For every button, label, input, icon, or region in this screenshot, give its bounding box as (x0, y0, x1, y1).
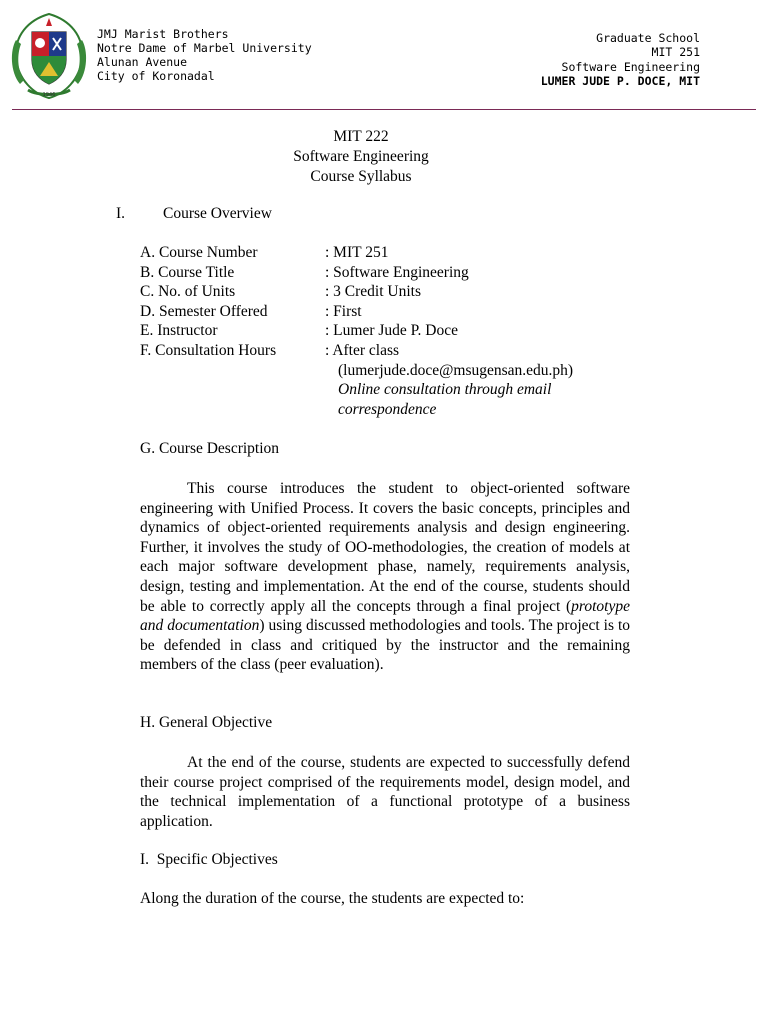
header-right-line: Graduate School (596, 31, 700, 45)
item-value: : 3 Credit Units (325, 283, 422, 301)
item-value: : Lumer Jude P. Doce (325, 322, 459, 340)
header-left-line: Notre Dame of Marbel University (97, 41, 312, 55)
list-item (140, 243, 625, 263)
item-key: D. Semester Offered (140, 302, 268, 320)
list-item (140, 341, 625, 361)
item-value: : After class (325, 341, 400, 359)
header-left-line: JMJ Marist Brothers (97, 27, 229, 41)
item-key: A. Course Number (140, 244, 258, 261)
item-value: : Software Engineering (325, 263, 469, 281)
title-document-type: Course Syllabus (310, 168, 412, 185)
document-title (0, 127, 722, 187)
university-seal-logo (8, 10, 90, 102)
header-instructor-name: LUMER JUDE P. DOCE, MIT (540, 73, 700, 88)
seal-year: 1946 (42, 92, 56, 98)
item-key: F. Consultation Hours (140, 341, 277, 359)
section-title: Course Overview (163, 205, 272, 222)
course-overview-list (140, 243, 625, 419)
title-course-code: MIT 222 (333, 128, 389, 145)
list-item (140, 302, 625, 322)
description-part: ) using discussed methodologies and tools. The project is to be defended in class and critiqued by the instructor and the remaining members of the class (peer evaluation). (140, 617, 630, 674)
title-course-name: Software Engineering (293, 148, 429, 165)
consultation-online-note-cont: correspondence (338, 400, 437, 418)
item-key: E. Instructor (140, 322, 218, 340)
list-item (140, 282, 625, 302)
description-italic: prototype and documentation (140, 597, 630, 635)
course-description-text (140, 479, 630, 675)
general-objective-body: At the end of the course, students are expected to successfully defend their course project comprised of the requirements model, design model, and the technical implementation of a functional prototype of a business application. (140, 754, 630, 830)
item-value: : MIT 251 (325, 244, 389, 261)
course-description-heading: G. Course Description (140, 440, 280, 457)
list-item (140, 321, 625, 341)
general-objective-text (140, 753, 630, 831)
item-key: C. No. of Units (140, 283, 236, 301)
list-item (140, 263, 625, 283)
item-key: B. Course Title (140, 263, 235, 281)
header-left-line: Alunan Avenue (97, 55, 188, 69)
general-objective-heading: H. General Objective (140, 714, 273, 731)
specific-objectives-intro: Along the duration of the course, the students are expected to: (140, 890, 525, 907)
section-number: I. (116, 205, 126, 222)
header-left-line: City of Koronadal (97, 69, 215, 83)
header-institution (97, 27, 312, 83)
header-divider (12, 109, 756, 110)
consultation-online-note: Online consultation through email (338, 381, 552, 399)
header-right-line: MIT 251 (651, 45, 700, 60)
consultation-email: (lumerjude.doce@msugensan.edu.ph) (338, 361, 574, 379)
description-part: This course introduces the student to object-oriented software engineering with Unified Process. It covers the basic concepts, principles and dynamics of object-oriented requirements analysis and design engineering. Further, it involves the study of OO-methodologies, the creation of models at each major software development phase, namely, requirements analysis, design, testing and implementation. At the end of the course, students should be able to correctly apply all the concepts through a final project ( (140, 480, 630, 615)
specific-objectives-heading: I. Specific Objectives (140, 851, 278, 868)
header-course-info (541, 31, 700, 88)
item-value: : First (325, 302, 362, 320)
header-right-line: Software Engineering (561, 59, 700, 74)
